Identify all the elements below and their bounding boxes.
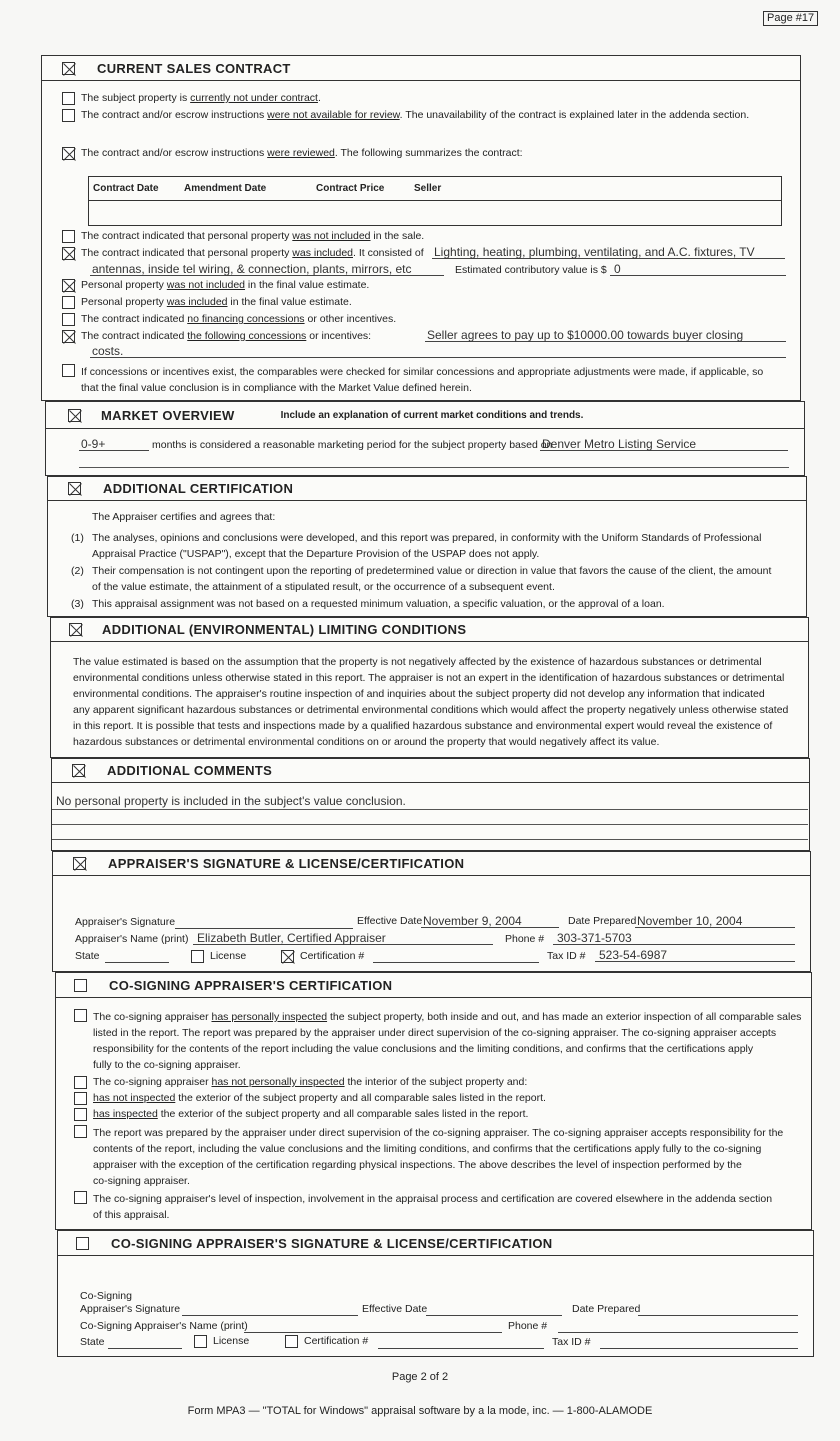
cosign-name-field[interactable]	[244, 1320, 502, 1333]
concessions-checkbox[interactable]	[62, 330, 75, 343]
cosign-tax-id-label: Tax ID #	[552, 1336, 591, 1348]
col-seller: Seller	[414, 183, 442, 194]
current-sales-contract-section: CURRENT SALES CONTRACT The subject property is currently not under contract. The contract and/or escrow instructions were not available for review. The unavailability of the contract is explained later in the addenda section. The contract and/or escrow instructions were reviewed. The following summarizes the contract: Contract Date Amendment Date Contract Price Seller The contract indicated that personal property was not included in the sale. The contract indicated that personal property was included. It consisted of Lighting, heating, plumbing, ventilating, and A.C. fixtures, TV antennas, inside tel wiring, & connection, plants, mirrors, etc Estimated contributory value is $ 0 Personal property was not included in the final value estimate. Personal property was included in the final value estimate. The contract indicated no financing concessions or other incentives. The contract indicated the following concessions or incentives: Seller agrees to pay up to $10000.00 towards buyer closing costs. If concessions or incentives exist, the comparables were checked for similar concessions and appropriate adjustments were made, if applicable, so that the final value conclusion is in compliance with the Market Value defined herein.	[41, 55, 801, 401]
cosign-certification-field[interactable]	[378, 1336, 544, 1349]
appraiser-signature-checkbox[interactable]	[73, 857, 86, 870]
section-title: ADDITIONAL COMMENTS	[107, 763, 273, 778]
cert-num-1: (1)	[71, 532, 84, 544]
name-label: Appraiser's Name (print)	[75, 933, 189, 945]
not-available-checkbox[interactable]	[62, 109, 75, 122]
cosign-date-prepared-label: Date Prepared	[572, 1303, 641, 1315]
no-financing-checkbox[interactable]	[62, 313, 75, 326]
signature-field[interactable]	[175, 916, 353, 929]
phone-label: Phone #	[505, 933, 545, 945]
appraiser-name-value[interactable]: Elizabeth Butler, Certified Appraiser	[193, 932, 493, 945]
marketing-source[interactable]: Denver Metro Listing Service	[540, 438, 788, 451]
cert-num-2: (2)	[71, 565, 84, 577]
effective-date-label: Effective Date	[357, 915, 423, 927]
additional-comments-section	[51, 758, 810, 851]
cosign-date-prepared-field[interactable]	[638, 1303, 798, 1316]
certification-checkbox[interactable]	[281, 950, 294, 963]
cosigning-signature-checkbox[interactable]	[76, 1237, 89, 1250]
cosign-phone-field[interactable]	[558, 1320, 798, 1333]
environmental-text: The value estimated is based on the assumption that the property is not negatively affected by the existence of hazardous substances or detrimental environmental conditions unless otherwise stated in this report. The appraiser is not an expert in the identification of hazardous substances or detrimental environmental conditions. The appraiser's routine inspection of and inquiries about the subject property did not develop any information that indicated any apparent significant hazardous substances or detrimental environmental conditions which would affect the property negatively unless otherwise stated in this report. It is possible that tests and inspections made by a qualified hazardous substance and environmental expert would reveal the existence of hazardous substances or detrimental environmental conditions on or around the property that would negatively affect its value.	[73, 656, 789, 748]
section-subtitle: Include an explanation of current market conditions and trends.	[280, 409, 584, 421]
contrib-label: Estimated contributory value is $	[455, 264, 607, 276]
date-prepared-label: Date Prepared	[568, 915, 637, 927]
phone-value[interactable]: 303-371-5703	[553, 932, 795, 945]
not-under-contract-checkbox[interactable]	[62, 92, 75, 105]
cosign-exterior-inspected-checkbox[interactable]	[74, 1108, 87, 1121]
contract-summary-table	[88, 176, 782, 226]
cosign-sig-label: Co-Signing Appraiser's Signature	[80, 1290, 181, 1315]
concessions-line2[interactable]: costs.	[90, 345, 786, 358]
cert-item-2: Their compensation is not contingent upon the reporting of predetermined value or direction in value that favors the cause of the client, the amount of the value estimate, the attainment of a stipulated result, or the occurrence of a subsequent event.	[92, 565, 772, 593]
comments-text[interactable]: No personal property is included in the subject's value conclusion.	[56, 794, 406, 808]
additional-certification-section	[47, 476, 807, 617]
market-overview-section	[45, 401, 805, 476]
state-label: State	[75, 950, 100, 962]
tax-id-value[interactable]: 523-54-6987	[595, 949, 795, 962]
cosign-exterior-not-inspected-checkbox[interactable]	[74, 1092, 87, 1105]
pp-included-checkbox[interactable]	[62, 247, 75, 260]
section-title: APPRAISER'S SIGNATURE & LICENSE/CERTIFICATION	[108, 856, 465, 871]
cosign-tax-id-field[interactable]	[600, 1336, 798, 1349]
cosigning-certification-section: CO-SIGNING APPRAISER'S CERTIFICATION The co-signing appraiser has personally inspected the subject property, both inside and out, and has made an exterior inspection of all comparable sales listed in the report. The report was prepared by the appraiser under direct supervision of the co-signing appraiser. The co-signing appraiser accepts responsibility for the contents of the report including the value conclusions and the limiting conditions, and confirms that the certifications apply fully to the co-signing appraiser. The co-signing appraiser has not personally inspected the interior of the subject property and: has not inspected the exterior of the subject property and all comparable sales listed in the report. has inspected the exterior of the subject property and all comparable sales listed in the report. The report was prepared by the appraiser under direct supervision of the co-signing appraiser. The co-signing appraiser accepts responsibility for the contents of the report, including the value conclusions and the limiting conditions, and confirms that the certifications apply fully to the co-signing appraiser with the exception of the certification regarding physical inspections. The above describes the level of inspection performed by the co-signing appraiser. The co-signing appraiser's level of inspection, involvement in the appraisal process and certification are covered elsewhere in the addenda section of this appraisal.	[55, 972, 812, 1230]
market-overview-checkbox[interactable]	[68, 409, 81, 422]
reviewed-checkbox[interactable]	[62, 147, 75, 160]
col-amendment-date: Amendment Date	[184, 183, 267, 194]
cosign-state-label: State	[80, 1336, 105, 1348]
contrib-value[interactable]: 0	[610, 263, 786, 276]
cosign-license-checkbox[interactable]	[194, 1335, 207, 1348]
cosigning-certification-checkbox[interactable]	[74, 979, 87, 992]
cosign-elsewhere-checkbox[interactable]	[74, 1191, 87, 1204]
cosign-name-label: Co-Signing Appraiser's Name (print)	[80, 1320, 248, 1332]
cosign-signature-field[interactable]	[182, 1303, 358, 1316]
section-title: ADDITIONAL CERTIFICATION	[103, 481, 294, 496]
pp-items-line2[interactable]: antennas, inside tel wiring, & connection, plants, mirrors, etc	[90, 263, 444, 276]
sales-contract-checkbox[interactable]	[62, 62, 75, 75]
cosigning-signature-section: CO-SIGNING APPRAISER'S SIGNATURE & LICENSE/CERTIFICATION Co-Signing Appraiser's Signature Effective Date Date Prepared Co-Signing Appraiser's Name (print) Phone # State License Certification # Tax ID #	[57, 1230, 814, 1357]
pp-items-line1[interactable]: Lighting, heating, plumbing, ventilating, and A.C. fixtures, TV	[432, 246, 785, 259]
section-title: CURRENT SALES CONTRACT	[97, 60, 291, 76]
col-contract-date: Contract Date	[93, 183, 159, 194]
form-credit: Form MPA3 — "TOTAL for Windows" appraisal software by a la mode, inc. — 1-800-ALAMODE	[187, 1405, 653, 1417]
appraiser-signature-section: APPRAISER'S SIGNATURE & LICENSE/CERTIFICATION Appraiser's Signature Effective Date November 9, 2004 Date Prepared November 10, 2004 Appraiser's Name (print) Elizabeth Butler, Certified Appraiser Phone # 303-371-5703 State License Certification # Tax ID # 523-54-6987	[52, 851, 811, 972]
section-title: CO-SIGNING APPRAISER'S SIGNATURE & LICENSE/CERTIFICATION	[111, 1235, 553, 1251]
page-count: Page 2 of 2	[391, 1371, 449, 1383]
if-concessions-checkbox[interactable]	[62, 364, 75, 377]
cosign-state-field[interactable]	[108, 1336, 182, 1349]
environmental-checkbox[interactable]	[69, 623, 82, 636]
cert-item-3: This appraisal assignment was not based on a requested minimum valuation, a specific valuation, or the approval of a loan.	[92, 598, 665, 610]
final-not-included-checkbox[interactable]	[62, 279, 75, 292]
tax-id-label: Tax ID #	[547, 950, 586, 962]
section-title: MARKET OVERVIEW	[101, 407, 235, 423]
effective-date-value[interactable]: November 9, 2004	[421, 915, 559, 928]
sig-label: Appraiser's Signature	[75, 916, 176, 928]
cosign-phone-label: Phone #	[508, 1320, 548, 1332]
section-title: CO-SIGNING APPRAISER'S CERTIFICATION	[109, 977, 393, 993]
pp-not-included-checkbox[interactable]	[62, 230, 75, 243]
additional-comments-checkbox[interactable]	[72, 764, 85, 777]
environmental-conditions-section	[50, 617, 809, 758]
certification-number-field[interactable]	[373, 950, 539, 963]
marketing-text: months is considered a reasonable marketing period for the subject property based on	[152, 439, 553, 451]
state-field[interactable]	[105, 950, 169, 963]
cosign-not-inspected-checkbox[interactable]	[74, 1076, 87, 1089]
marketing-months[interactable]: 0-9+	[79, 438, 149, 451]
date-prepared-value[interactable]: November 10, 2004	[635, 915, 795, 928]
section-title: ADDITIONAL (ENVIRONMENTAL) LIMITING CONDITIONS	[102, 622, 467, 637]
page-number-tag: Page #17	[763, 11, 818, 26]
additional-certification-checkbox[interactable]	[68, 482, 81, 495]
cosign-certification-checkbox[interactable]	[285, 1335, 298, 1348]
col-contract-price: Contract Price	[316, 183, 385, 194]
concessions-line1[interactable]: Seller agrees to pay up to $10000.00 towards buyer closing	[425, 329, 786, 342]
license-checkbox[interactable]	[191, 950, 204, 963]
cosign-supervision-checkbox[interactable]	[74, 1125, 87, 1138]
cert-item-1: The analyses, opinions and conclusions were developed, and this report was prepared, in conformity with the Uniform Standards of Professional Appraisal Practice ("USPAP"), except that the Departure Provision of the USPAP does not apply.	[92, 532, 762, 560]
cert-num-3: (3)	[71, 598, 84, 610]
final-included-checkbox[interactable]	[62, 296, 75, 309]
cosign-effective-date-field[interactable]	[426, 1303, 562, 1316]
cert-intro: The Appraiser certifies and agrees that:	[92, 511, 276, 523]
cosign-effective-date-label: Effective Date	[362, 1303, 428, 1315]
cosign-personally-inspected-checkbox[interactable]	[74, 1009, 87, 1022]
